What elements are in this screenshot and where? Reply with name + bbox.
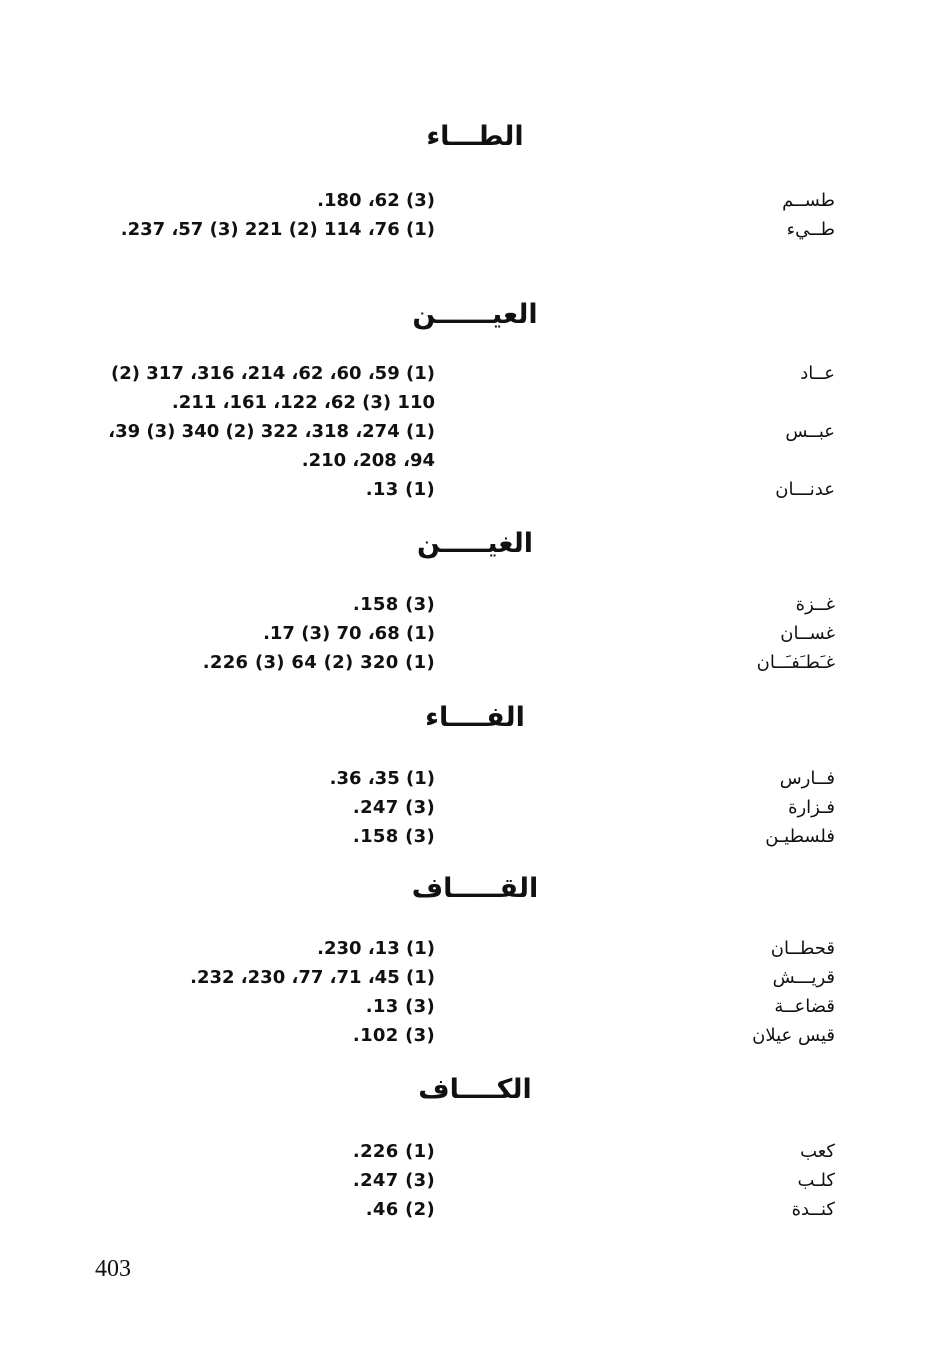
entry-refs: (3) 247. <box>352 797 435 818</box>
entry-term: كعب <box>800 1141 835 1162</box>
index-entry <box>0 186 950 215</box>
entry-term: غـَطـَفـَــان <box>756 652 835 673</box>
entry-refs: (1) 13. <box>365 479 435 500</box>
index-entry <box>0 359 950 388</box>
entry-refs: (1) 76، 114 (2) 221 (3) 57، 237. <box>120 219 435 240</box>
entry-term: فـزارة <box>788 797 835 818</box>
index-entry <box>0 934 950 963</box>
entry-refs: (1) 13، 230. <box>317 938 435 959</box>
entry-term: طســم <box>782 190 835 211</box>
index-entry <box>0 992 950 1021</box>
entry-term: عــاد <box>800 363 835 384</box>
entry-refs: (3) 247. <box>352 1170 435 1191</box>
index-entry <box>0 1021 950 1050</box>
page-number: 403 <box>95 1256 131 1282</box>
entry-refs: (1) 226. <box>352 1141 435 1162</box>
entry-term: عبــس <box>785 421 835 442</box>
entry-refs: (3) 158. <box>352 826 435 847</box>
index-entry <box>0 793 950 822</box>
section-heading-ghayn: الغيـــــن <box>416 528 534 559</box>
section-heading-ayn: العيــــــن <box>412 299 538 330</box>
index-entry <box>0 1137 950 1166</box>
entry-refs: (2) 46. <box>365 1199 435 1220</box>
entry-term: قريـــش <box>772 967 835 988</box>
index-entry-continuation <box>0 388 950 417</box>
entry-term: كنــدة <box>791 1199 835 1220</box>
entry-refs: (3) 158. <box>352 594 435 615</box>
section-heading-fa: الفــــاء <box>425 702 525 733</box>
entry-term: غســان <box>780 623 835 644</box>
section-heading-kaf: الكــــاف <box>418 1074 532 1105</box>
entry-term: غــزة <box>795 594 835 615</box>
entry-refs: (3) 102. <box>352 1025 435 1046</box>
index-entry <box>0 764 950 793</box>
entry-refs: 94، 208، 210. <box>301 450 435 471</box>
entry-term: طــيء <box>786 219 835 240</box>
index-entry <box>0 648 950 677</box>
entry-term: كلـب <box>797 1170 835 1191</box>
entry-term: فلسطيـن <box>765 826 835 847</box>
entry-refs: (1) 68، 70 (3) 17. <box>263 623 435 644</box>
index-entry <box>0 1166 950 1195</box>
index-entry <box>0 417 950 446</box>
index-entry <box>0 475 950 504</box>
index-entry <box>0 590 950 619</box>
section-heading-qaf: القـــــاف <box>411 873 539 904</box>
entry-refs: (3) 62، 180. <box>317 190 435 211</box>
index-entry <box>0 1195 950 1224</box>
entry-refs: (1) 274، 318، 322 (2) 340 (3) 39، <box>108 421 435 442</box>
entry-term: قحطــان <box>770 938 835 959</box>
index-entry <box>0 215 950 244</box>
section-heading-ta: الطـــاء <box>426 121 524 152</box>
entry-term: قيس عيلان <box>752 1025 835 1046</box>
index-entry <box>0 822 950 851</box>
entry-refs: (1) 35، 36. <box>329 768 435 789</box>
index-entry-continuation <box>0 446 950 475</box>
index-entry <box>0 963 950 992</box>
entry-term: قضاعــة <box>774 996 835 1017</box>
entry-term: فــارس <box>779 768 835 789</box>
entry-term: عدنـــان <box>775 479 835 500</box>
entry-refs: (1) 59، 60، 62، 214، 316، 317 (2) <box>111 363 435 384</box>
index-entry <box>0 619 950 648</box>
entry-refs: (3) 13. <box>365 996 435 1017</box>
entry-refs: 110 (3) 62، 122، 161، 211. <box>171 392 435 413</box>
entry-refs: (1) 45، 71، 77، 230، 232. <box>190 967 435 988</box>
entry-refs: (1) 320 (2) 64 (3) 226. <box>202 652 435 673</box>
